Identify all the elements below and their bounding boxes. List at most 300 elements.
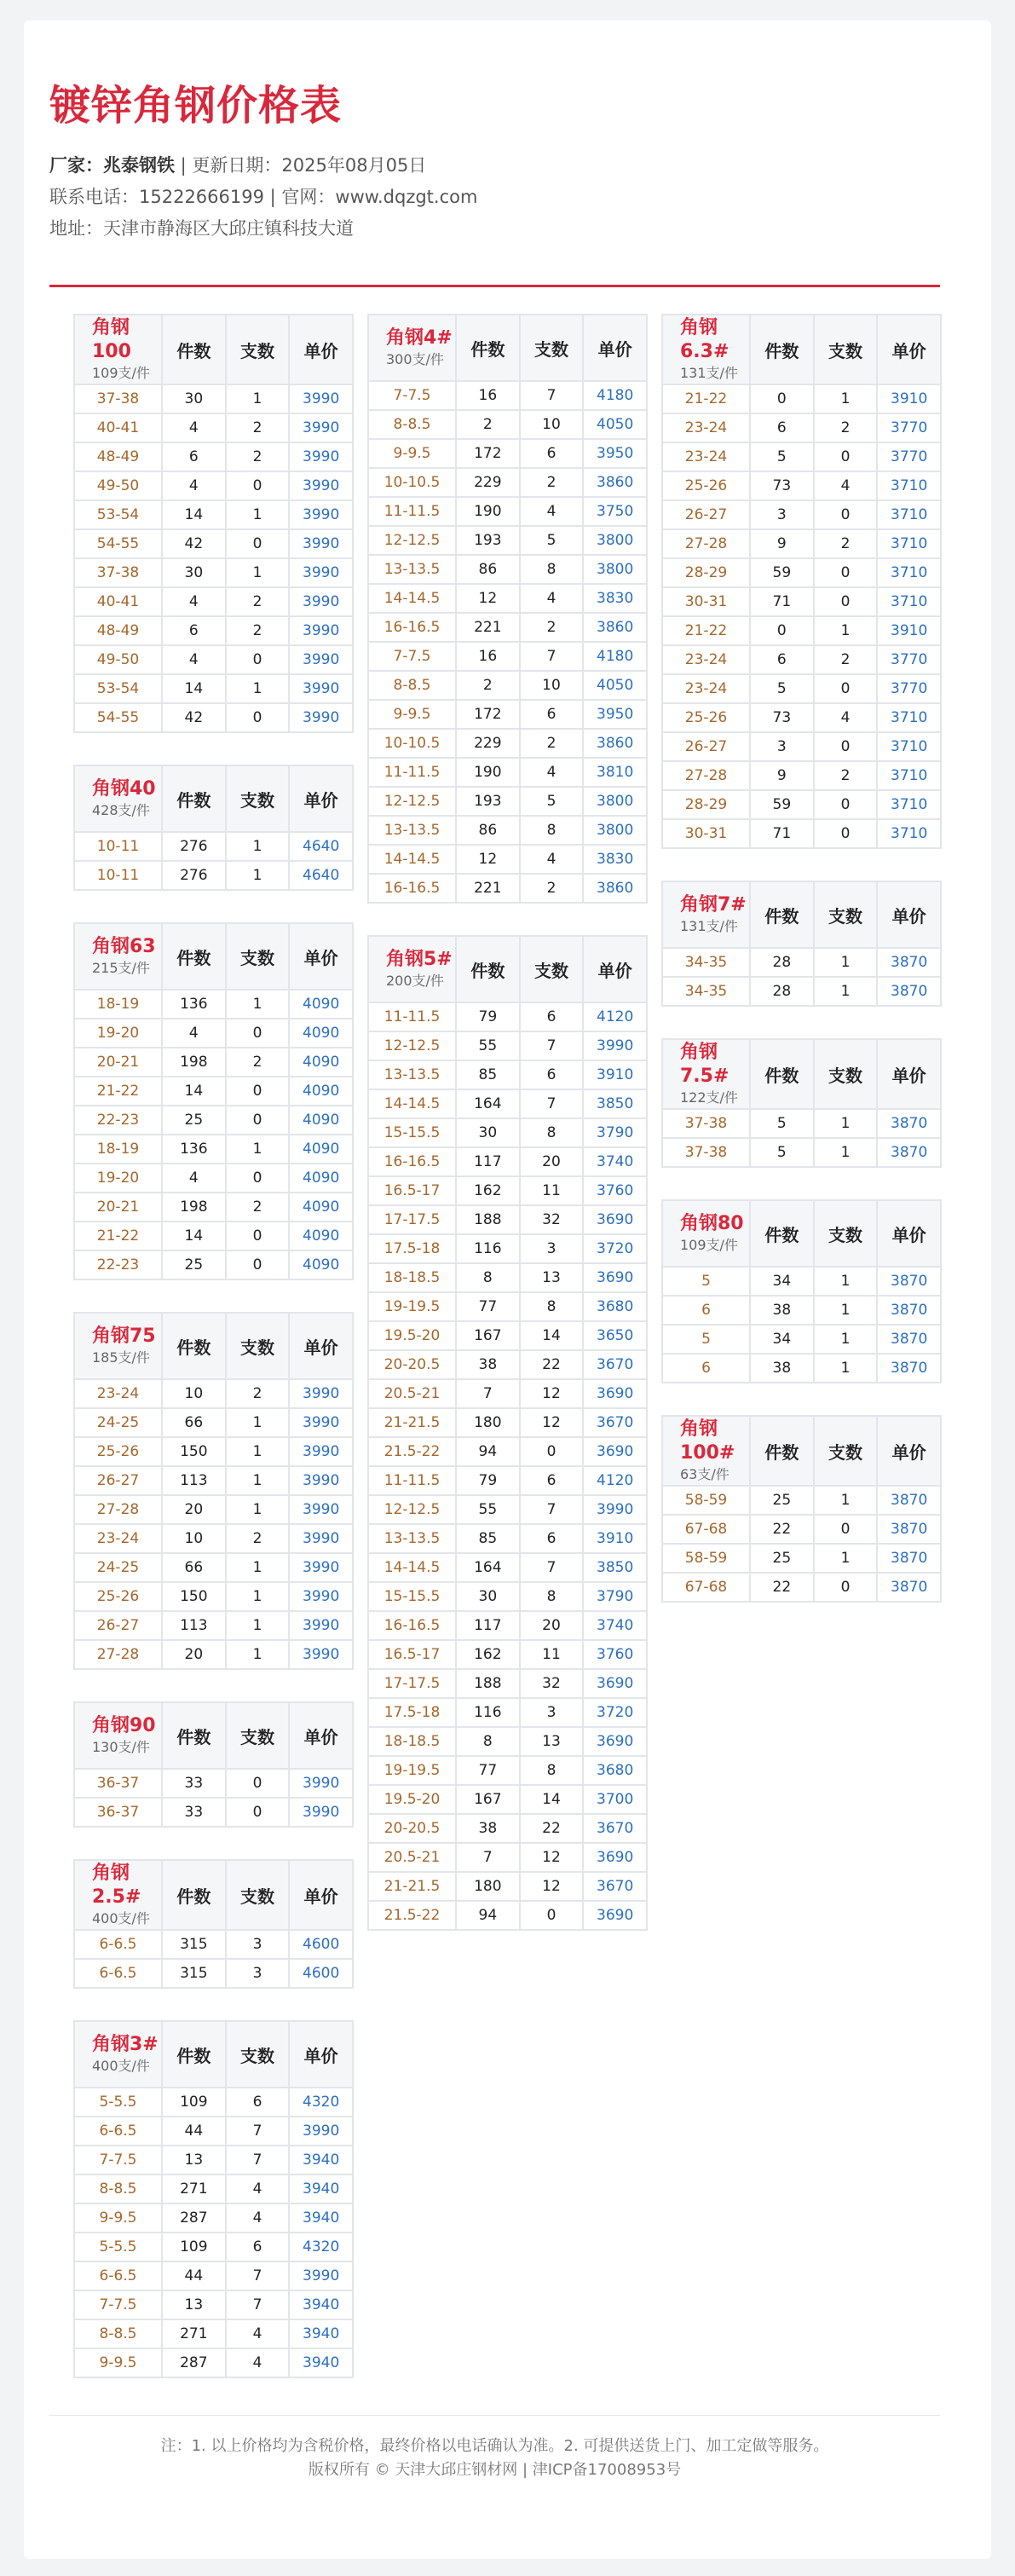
table-row bbox=[74, 500, 353, 529]
price-cell: 4640 bbox=[289, 861, 353, 890]
price-header: 单价 bbox=[877, 315, 941, 384]
spec-cell: 28-29 bbox=[662, 790, 750, 819]
count-cell: 109 bbox=[162, 2232, 226, 2261]
count-cell: 55 bbox=[456, 1495, 520, 1524]
table-row bbox=[368, 1263, 647, 1292]
sticks-cell: 6 bbox=[520, 700, 584, 729]
price-cell: 4090 bbox=[289, 1193, 353, 1222]
count-cell: 315 bbox=[162, 1959, 226, 1988]
price-cell: 3940 bbox=[289, 2290, 353, 2319]
count-cell: 22 bbox=[750, 1573, 814, 1602]
product-name: 角钢4# bbox=[386, 327, 453, 349]
table-row bbox=[74, 471, 353, 500]
table-row bbox=[368, 1611, 647, 1640]
count-cell: 6 bbox=[750, 645, 814, 674]
spec-cell: 21-21.5 bbox=[368, 1872, 456, 1901]
spec-cell: 27-28 bbox=[74, 1495, 162, 1524]
spec-cell: 30-31 bbox=[662, 819, 750, 848]
price-cell: 3770 bbox=[877, 413, 941, 442]
price-cell: 3870 bbox=[877, 1515, 941, 1544]
sticks-cell: 2 bbox=[226, 1048, 290, 1077]
price-cell: 3800 bbox=[583, 555, 647, 584]
price-cell: 3690 bbox=[583, 1727, 647, 1756]
count-cell: 25 bbox=[750, 1544, 814, 1573]
sticks-header: 支数 bbox=[814, 881, 878, 948]
count-cell: 12 bbox=[456, 584, 520, 613]
spec-cell: 49-50 bbox=[74, 471, 162, 500]
sticks-cell: 6 bbox=[226, 2088, 290, 2117]
sticks-cell: 32 bbox=[520, 1669, 584, 1698]
count-cell: 30 bbox=[456, 1118, 520, 1147]
price-header: 单价 bbox=[583, 936, 647, 1002]
table-row bbox=[74, 384, 353, 413]
count-cell: 164 bbox=[456, 1553, 520, 1582]
price-cell: 3870 bbox=[877, 977, 941, 1006]
pack-size: 130支/件 bbox=[92, 1739, 150, 1755]
count-cell: 59 bbox=[750, 558, 814, 587]
table-row bbox=[74, 1466, 353, 1495]
count-cell: 14 bbox=[162, 500, 226, 529]
price-header: 单价 bbox=[877, 881, 941, 948]
spec-cell: 17.5-18 bbox=[368, 1234, 456, 1263]
spec-cell: 12-12.5 bbox=[368, 526, 456, 555]
count-cell: 9 bbox=[750, 761, 814, 790]
count-cell: 73 bbox=[750, 703, 814, 732]
count-cell: 172 bbox=[456, 700, 520, 729]
spec-cell: 25-26 bbox=[662, 703, 750, 732]
spec-cell: 9-9.5 bbox=[74, 2203, 162, 2232]
spec-cell: 9-9.5 bbox=[74, 2348, 162, 2377]
count-cell: 8 bbox=[456, 1727, 520, 1756]
spec-cell: 21-22 bbox=[662, 384, 750, 413]
price-header: 单价 bbox=[289, 315, 353, 384]
count-header: 件数 bbox=[162, 1313, 226, 1379]
spec-cell: 27-28 bbox=[662, 529, 750, 558]
count-cell: 3 bbox=[750, 500, 814, 529]
sticks-cell: 2 bbox=[814, 529, 878, 558]
count-cell: 150 bbox=[162, 1582, 226, 1611]
sticks-header: 支数 bbox=[226, 1860, 290, 1930]
price-cell: 3990 bbox=[289, 645, 353, 674]
count-cell: 34 bbox=[750, 1267, 814, 1296]
count-cell: 229 bbox=[456, 468, 520, 497]
count-cell: 13 bbox=[162, 2146, 226, 2175]
price-table bbox=[661, 881, 942, 1007]
price-header: 单价 bbox=[877, 1039, 941, 1109]
table-header-row bbox=[74, 1702, 353, 1769]
pack-size: 215支/件 bbox=[92, 960, 150, 976]
price-cell: 3830 bbox=[583, 584, 647, 613]
count-cell: 71 bbox=[750, 819, 814, 848]
spec-cell: 8-8.5 bbox=[74, 2175, 162, 2203]
spec-cell: 24-25 bbox=[74, 1408, 162, 1437]
sticks-header: 支数 bbox=[814, 1416, 878, 1486]
count-cell: 180 bbox=[456, 1872, 520, 1901]
price-cell: 3760 bbox=[583, 1176, 647, 1205]
table-row bbox=[368, 1698, 647, 1727]
count-cell: 30 bbox=[162, 384, 226, 413]
spec-cell: 20-20.5 bbox=[368, 1814, 456, 1843]
spec-cell: 19.5-20 bbox=[368, 1321, 456, 1350]
spec-cell: 48-49 bbox=[74, 442, 162, 471]
price-cell: 3750 bbox=[583, 497, 647, 526]
table-row bbox=[74, 861, 353, 890]
count-cell: 85 bbox=[456, 1524, 520, 1553]
price-table bbox=[73, 1701, 354, 1828]
sticks-cell: 1 bbox=[226, 1437, 290, 1466]
spec-cell: 5 bbox=[662, 1267, 750, 1296]
spec-cell: 7-7.5 bbox=[368, 381, 456, 410]
count-cell: 28 bbox=[750, 977, 814, 1006]
sticks-cell: 5 bbox=[520, 787, 584, 816]
spec-cell: 6-6.5 bbox=[74, 2261, 162, 2290]
count-cell: 167 bbox=[456, 1785, 520, 1814]
sticks-cell: 14 bbox=[520, 1321, 584, 1350]
table-title-cell bbox=[74, 765, 162, 832]
spec-cell: 20.5-21 bbox=[368, 1843, 456, 1872]
count-cell: 271 bbox=[162, 2319, 226, 2348]
spec-cell: 16.5-17 bbox=[368, 1176, 456, 1205]
table-header-row bbox=[662, 1416, 941, 1486]
count-cell: 10 bbox=[162, 1379, 226, 1408]
sticks-cell: 2 bbox=[520, 729, 584, 758]
table-row bbox=[368, 1350, 647, 1379]
count-cell: 4 bbox=[162, 645, 226, 674]
spec-cell: 6 bbox=[662, 1354, 750, 1383]
count-cell: 150 bbox=[162, 1437, 226, 1466]
price-header: 单价 bbox=[289, 1860, 353, 1930]
page-header bbox=[49, 80, 940, 245]
count-cell: 136 bbox=[162, 990, 226, 1019]
price-cell: 3710 bbox=[877, 703, 941, 732]
price-cell: 3690 bbox=[583, 1263, 647, 1292]
spec-cell: 6-6.5 bbox=[74, 1959, 162, 1988]
price-cell: 3690 bbox=[583, 1901, 647, 1930]
table-row bbox=[74, 1930, 353, 1959]
sticks-header: 支数 bbox=[520, 315, 584, 381]
sticks-cell: 8 bbox=[520, 816, 584, 845]
sticks-cell: 6 bbox=[520, 439, 584, 468]
price-cell: 4090 bbox=[289, 1019, 353, 1048]
sticks-cell: 1 bbox=[814, 1138, 878, 1167]
spec-cell: 5-5.5 bbox=[74, 2088, 162, 2117]
sticks-cell: 7 bbox=[520, 1031, 584, 1060]
pack-size: 400支/件 bbox=[92, 2058, 150, 2074]
product-name: 角钢40 bbox=[92, 778, 156, 800]
sticks-cell: 3 bbox=[520, 1234, 584, 1263]
table-row bbox=[74, 1495, 353, 1524]
table-row bbox=[662, 1354, 941, 1383]
table-header-row bbox=[74, 315, 353, 384]
price-cell: 3870 bbox=[877, 1267, 941, 1296]
spec-cell: 21.5-22 bbox=[368, 1901, 456, 1930]
price-cell: 3670 bbox=[583, 1350, 647, 1379]
price-cell: 3670 bbox=[583, 1872, 647, 1901]
count-cell: 4 bbox=[162, 1019, 226, 1048]
sticks-cell: 4 bbox=[226, 2175, 290, 2203]
price-cell: 3950 bbox=[583, 439, 647, 468]
price-cell: 3870 bbox=[877, 1573, 941, 1602]
spec-cell: 19-19.5 bbox=[368, 1292, 456, 1321]
spec-cell: 20-20.5 bbox=[368, 1350, 456, 1379]
table-row bbox=[74, 1524, 353, 1553]
spec-cell: 49-50 bbox=[74, 645, 162, 674]
sticks-cell: 1 bbox=[226, 1466, 290, 1495]
table-row bbox=[368, 1814, 647, 1843]
count-cell: 4 bbox=[162, 413, 226, 442]
price-cell: 3990 bbox=[289, 1798, 353, 1827]
count-cell: 221 bbox=[456, 874, 520, 903]
spec-cell: 30-31 bbox=[662, 587, 750, 616]
table-row bbox=[74, 1164, 353, 1193]
table-row bbox=[368, 1002, 647, 1031]
price-cell: 4090 bbox=[289, 990, 353, 1019]
count-cell: 109 bbox=[162, 2088, 226, 2117]
price-cell: 4320 bbox=[289, 2232, 353, 2261]
sticks-cell: 7 bbox=[226, 2146, 290, 2175]
price-table bbox=[367, 314, 648, 904]
sticks-header: 支数 bbox=[226, 923, 290, 990]
pack-size: 300支/件 bbox=[386, 351, 444, 367]
count-cell: 73 bbox=[750, 471, 814, 500]
price-cell: 3720 bbox=[583, 1234, 647, 1263]
count-cell: 22 bbox=[750, 1515, 814, 1544]
sticks-cell: 0 bbox=[226, 645, 290, 674]
table-row bbox=[74, 2232, 353, 2261]
spec-cell: 16-16.5 bbox=[368, 1611, 456, 1640]
price-cell: 3990 bbox=[289, 616, 353, 645]
count-cell: 8 bbox=[456, 1263, 520, 1292]
spec-cell: 26-27 bbox=[662, 500, 750, 529]
price-cell: 3990 bbox=[289, 2117, 353, 2146]
count-header: 件数 bbox=[750, 1416, 814, 1486]
price-cell: 3690 bbox=[583, 1379, 647, 1408]
maker-label: 厂家： bbox=[49, 155, 103, 176]
spec-cell: 16-16.5 bbox=[368, 613, 456, 642]
table-row bbox=[662, 732, 941, 761]
price-cell: 3940 bbox=[289, 2175, 353, 2203]
spec-cell: 13-13.5 bbox=[368, 555, 456, 584]
price-cell: 3990 bbox=[289, 1524, 353, 1553]
table-row bbox=[74, 1193, 353, 1222]
spec-cell: 8-8.5 bbox=[74, 2319, 162, 2348]
spec-cell: 5-5.5 bbox=[74, 2232, 162, 2261]
table-header-row bbox=[74, 2021, 353, 2088]
price-header: 单价 bbox=[877, 1416, 941, 1486]
price-cell: 3790 bbox=[583, 1582, 647, 1611]
table-row bbox=[662, 529, 941, 558]
table-title-cell bbox=[662, 315, 750, 384]
sticks-cell: 7 bbox=[520, 1553, 584, 1582]
product-name: 角钢2.5# bbox=[92, 1863, 141, 1908]
price-cell: 3990 bbox=[289, 1379, 353, 1408]
price-cell: 3700 bbox=[583, 1785, 647, 1814]
sticks-cell: 1 bbox=[226, 832, 290, 861]
price-cell: 3990 bbox=[289, 1640, 353, 1669]
sticks-cell: 0 bbox=[226, 1019, 290, 1048]
spec-cell: 21-22 bbox=[74, 1077, 162, 1106]
sticks-cell: 1 bbox=[814, 1486, 878, 1515]
spec-cell: 7-7.5 bbox=[74, 2146, 162, 2175]
product-name: 角钢80 bbox=[680, 1213, 744, 1234]
count-cell: 28 bbox=[750, 948, 814, 977]
table-row bbox=[368, 1553, 647, 1582]
count-cell: 38 bbox=[750, 1296, 814, 1325]
price-cell: 4090 bbox=[289, 1164, 353, 1193]
pack-size: 200支/件 bbox=[386, 973, 444, 989]
count-cell: 34 bbox=[750, 1325, 814, 1354]
product-name: 角钢7.5# bbox=[680, 1042, 730, 1087]
count-cell: 117 bbox=[456, 1147, 520, 1176]
spec-cell: 22-23 bbox=[74, 1106, 162, 1135]
table-row bbox=[368, 1727, 647, 1756]
sticks-cell: 8 bbox=[520, 1118, 584, 1147]
table-header-row bbox=[368, 315, 647, 381]
spec-cell: 22-23 bbox=[74, 1250, 162, 1279]
count-cell: 136 bbox=[162, 1135, 226, 1164]
price-cell: 3940 bbox=[289, 2348, 353, 2377]
price-cell: 3720 bbox=[583, 1698, 647, 1727]
count-cell: 5 bbox=[750, 1138, 814, 1167]
spec-cell: 53-54 bbox=[74, 674, 162, 703]
price-cell: 3830 bbox=[583, 845, 647, 874]
sticks-cell: 2 bbox=[520, 468, 584, 497]
count-cell: 79 bbox=[456, 1002, 520, 1031]
price-cell: 3710 bbox=[877, 761, 941, 790]
table-row bbox=[368, 1234, 647, 1263]
spec-cell: 14-14.5 bbox=[368, 584, 456, 613]
price-cell: 3710 bbox=[877, 529, 941, 558]
count-cell: 16 bbox=[456, 642, 520, 671]
spec-cell: 34-35 bbox=[662, 948, 750, 977]
count-cell: 9 bbox=[750, 529, 814, 558]
sticks-cell: 4 bbox=[226, 2319, 290, 2348]
price-cell: 3870 bbox=[877, 1296, 941, 1325]
table-row bbox=[368, 1466, 647, 1495]
spec-cell: 6-6.5 bbox=[74, 1930, 162, 1959]
price-cell: 4180 bbox=[583, 381, 647, 410]
table-row bbox=[368, 381, 647, 410]
spec-cell: 7-7.5 bbox=[368, 642, 456, 671]
sticks-cell: 0 bbox=[226, 1798, 290, 1827]
spec-cell: 24-25 bbox=[74, 1553, 162, 1582]
table-row bbox=[74, 1611, 353, 1640]
sticks-cell: 4 bbox=[520, 845, 584, 874]
table-row bbox=[74, 558, 353, 587]
sticks-cell: 7 bbox=[520, 381, 584, 410]
spec-cell: 10-11 bbox=[74, 832, 162, 861]
price-table bbox=[73, 1859, 354, 1989]
price-cell: 4600 bbox=[289, 1930, 353, 1959]
spec-cell: 18-19 bbox=[74, 990, 162, 1019]
sticks-cell: 1 bbox=[226, 1553, 290, 1582]
spec-cell: 26-27 bbox=[74, 1466, 162, 1495]
sticks-cell: 3 bbox=[520, 1698, 584, 1727]
spec-cell: 17.5-18 bbox=[368, 1698, 456, 1727]
sticks-cell: 6 bbox=[520, 1002, 584, 1031]
price-cell: 3870 bbox=[877, 948, 941, 977]
count-cell: 30 bbox=[162, 558, 226, 587]
count-cell: 2 bbox=[456, 410, 520, 439]
count-cell: 116 bbox=[456, 1234, 520, 1263]
price-cell: 3770 bbox=[877, 442, 941, 471]
table-title-cell bbox=[368, 315, 456, 381]
table-row bbox=[662, 471, 941, 500]
sticks-header: 支数 bbox=[226, 1702, 290, 1769]
sticks-cell: 7 bbox=[520, 1495, 584, 1524]
price-cell: 4050 bbox=[583, 671, 647, 700]
table-row bbox=[368, 497, 647, 526]
sticks-cell: 0 bbox=[226, 1106, 290, 1135]
table-row bbox=[74, 1077, 353, 1106]
sticks-cell: 1 bbox=[814, 1296, 878, 1325]
sticks-cell: 22 bbox=[520, 1350, 584, 1379]
price-cell: 3740 bbox=[583, 1611, 647, 1640]
sticks-cell: 11 bbox=[520, 1176, 584, 1205]
spec-cell: 5 bbox=[662, 1325, 750, 1354]
sticks-cell: 0 bbox=[226, 1222, 290, 1250]
price-cell: 3760 bbox=[583, 1640, 647, 1669]
count-cell: 86 bbox=[456, 816, 520, 845]
table-row bbox=[662, 645, 941, 674]
price-cell: 3690 bbox=[583, 1669, 647, 1698]
count-cell: 25 bbox=[162, 1250, 226, 1279]
table-row bbox=[368, 787, 647, 816]
count-cell: 0 bbox=[750, 616, 814, 645]
price-cell: 3710 bbox=[877, 587, 941, 616]
count-cell: 6 bbox=[162, 442, 226, 471]
count-cell: 4 bbox=[162, 587, 226, 616]
spec-cell: 9-9.5 bbox=[368, 439, 456, 468]
spec-cell: 13-13.5 bbox=[368, 1060, 456, 1089]
table-row bbox=[368, 1872, 647, 1901]
table-title-cell bbox=[74, 1860, 162, 1930]
spec-cell: 54-55 bbox=[74, 529, 162, 558]
table-row bbox=[368, 1060, 647, 1089]
count-cell: 38 bbox=[750, 1354, 814, 1383]
price-cell: 3990 bbox=[289, 529, 353, 558]
table-header-row bbox=[662, 1200, 941, 1267]
table-row bbox=[74, 2175, 353, 2203]
price-table bbox=[73, 765, 354, 891]
count-cell: 271 bbox=[162, 2175, 226, 2203]
sticks-cell: 0 bbox=[814, 558, 878, 587]
sticks-cell: 8 bbox=[520, 1582, 584, 1611]
table-row bbox=[74, 703, 353, 732]
spec-cell: 27-28 bbox=[662, 761, 750, 790]
table-row bbox=[662, 819, 941, 848]
price-cell: 3670 bbox=[583, 1814, 647, 1843]
sticks-cell: 1 bbox=[814, 616, 878, 645]
spec-cell: 23-24 bbox=[662, 645, 750, 674]
product-name: 角钢90 bbox=[92, 1715, 156, 1736]
count-cell: 42 bbox=[162, 529, 226, 558]
pack-size: 122支/件 bbox=[680, 1089, 738, 1106]
table-row bbox=[368, 1031, 647, 1060]
count-header: 件数 bbox=[750, 1200, 814, 1267]
count-cell: 14 bbox=[162, 674, 226, 703]
price-cell: 3990 bbox=[289, 1408, 353, 1437]
table-row bbox=[368, 410, 647, 439]
table-title-cell bbox=[74, 2021, 162, 2088]
table-header-row bbox=[662, 315, 941, 384]
header-divider bbox=[49, 285, 940, 287]
sticks-cell: 0 bbox=[226, 1077, 290, 1106]
table-row bbox=[368, 1408, 647, 1437]
table-row bbox=[74, 1250, 353, 1279]
spec-cell: 14-14.5 bbox=[368, 1089, 456, 1118]
table-row bbox=[368, 1437, 647, 1466]
